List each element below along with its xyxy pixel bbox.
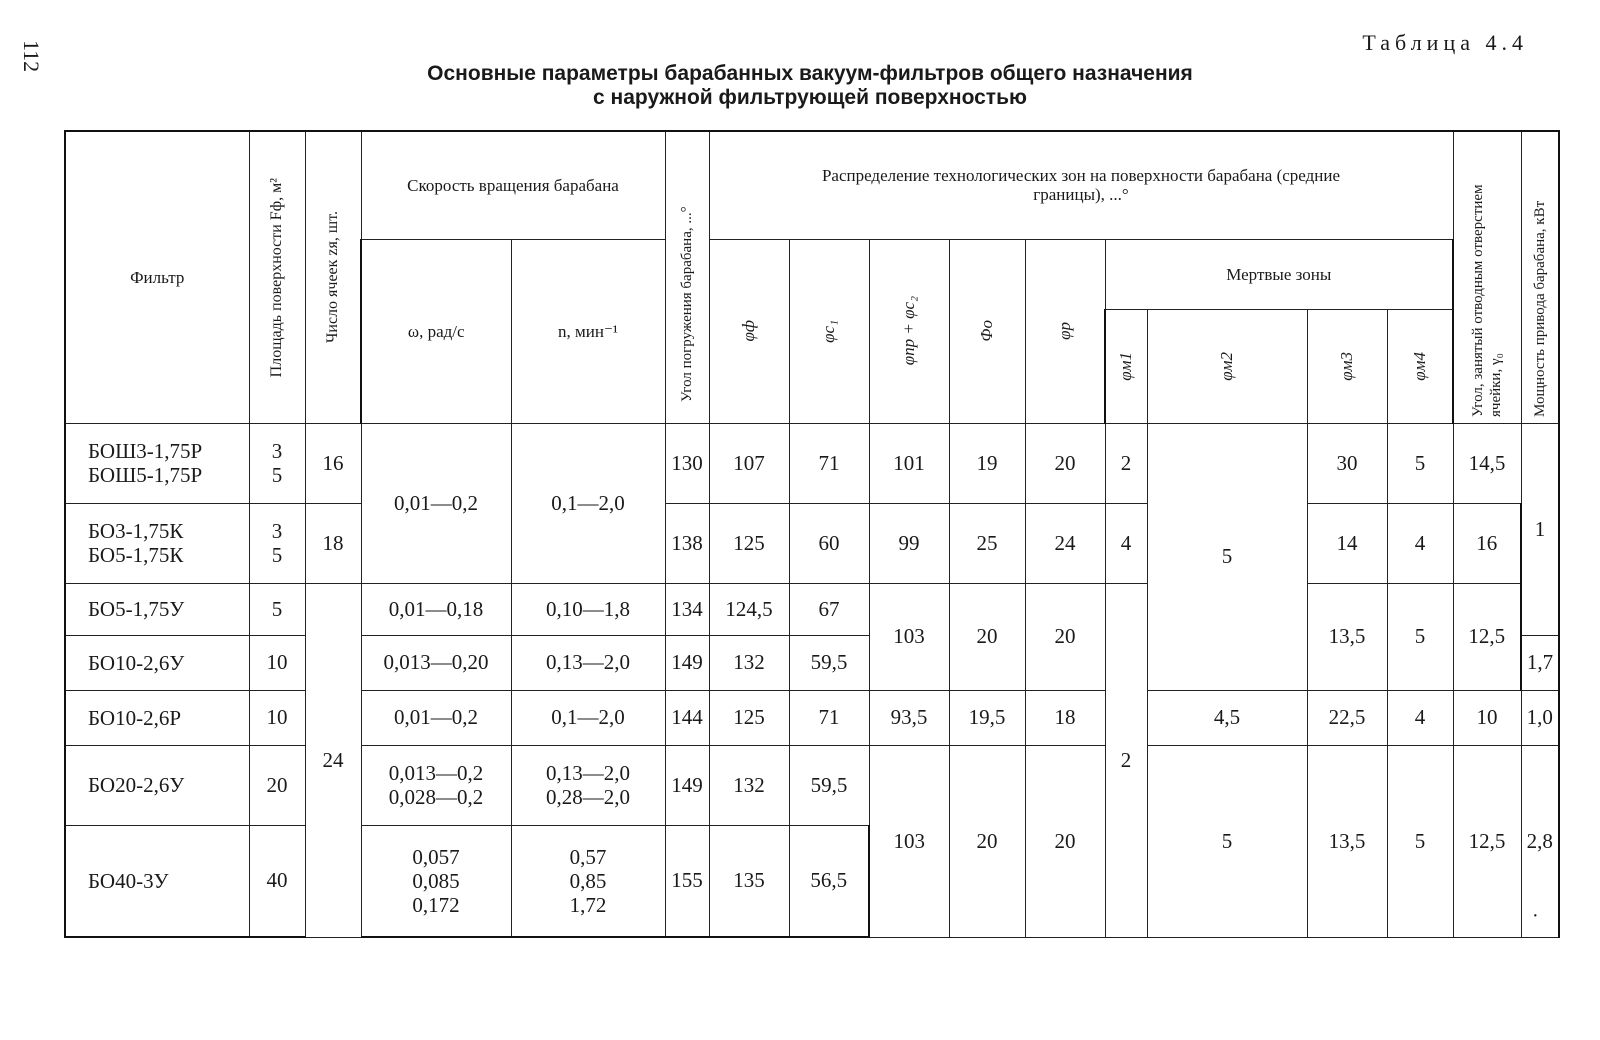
header-cells: Число ячеек zя, шт.	[305, 131, 361, 423]
table-label: Таблица 4.4	[1362, 30, 1528, 55]
cell-phi-c1: 71	[789, 690, 869, 745]
cell-immersion: 149	[665, 745, 709, 825]
cell-m1: 2	[1105, 423, 1147, 503]
cell-filter: БО5-1,75У	[65, 583, 249, 635]
cell-phi-r: 20	[1025, 745, 1105, 937]
cell-m4: 4	[1387, 503, 1453, 583]
header-phi-pr-c2: φпр + φc₂	[869, 239, 949, 423]
cell-m4: 5	[1387, 423, 1453, 503]
cell-outlet: 12,5	[1453, 583, 1521, 690]
title-line-2: с наружной фильтрующей поверхностью	[593, 86, 1027, 109]
cell-phi-c1: 71	[789, 423, 869, 503]
header-dead-zones: Мертвые зоны	[1105, 239, 1453, 309]
cell-phi-o: 19,5	[949, 690, 1025, 745]
cell-power: 2,8	[1521, 745, 1559, 937]
cell-m2: 5	[1147, 745, 1307, 937]
cell-outlet: 16	[1453, 503, 1521, 583]
cell-filter: БО10-2,6У	[65, 635, 249, 690]
cell-phi-r: 20	[1025, 583, 1105, 690]
cell-outlet: 12,5	[1453, 745, 1521, 937]
cell-m3: 14	[1307, 503, 1387, 583]
cell-phi-f: 125	[709, 690, 789, 745]
cell-m1: 2	[1105, 583, 1147, 937]
header-omega: ω, рад/с	[361, 239, 511, 423]
header-outlet-angle: Угол, занятый отводным отверстием ячейки, γ₀	[1453, 131, 1521, 423]
cell-omega: 0,01—0,18	[361, 583, 511, 635]
cell-immersion: 149	[665, 635, 709, 690]
cell-immersion: 130	[665, 423, 709, 503]
cell-phi-f: 132	[709, 635, 789, 690]
cell-cells: 18	[305, 503, 361, 583]
cell-phi-pr-c2: 103	[869, 583, 949, 690]
cell-area: 3 5	[249, 423, 305, 503]
cell-phi-o: 25	[949, 503, 1025, 583]
cell-area: 5	[249, 583, 305, 635]
cell-n: 0,1—2,0	[511, 423, 665, 583]
cell-omega: 0,013—0,20	[361, 635, 511, 690]
cell-phi-r: 24	[1025, 503, 1105, 583]
cell-phi-o: 20	[949, 583, 1025, 690]
cell-m4: 4	[1387, 690, 1453, 745]
header-phi-r: φр	[1025, 239, 1105, 423]
header-power: Мощность привода барабана, кВт	[1521, 131, 1559, 423]
cell-m4: 5	[1387, 583, 1453, 690]
cell-omega: 0,01—0,2	[361, 423, 511, 583]
cell-phi-f: 135	[709, 825, 789, 937]
cell-phi-c1: 67	[789, 583, 869, 635]
cell-outlet: 10	[1453, 690, 1521, 745]
cell-phi-pr-c2: 101	[869, 423, 949, 503]
header-phi-f: φф	[709, 239, 789, 423]
cell-m3: 13,5	[1307, 745, 1387, 937]
table-row	[65, 745, 1559, 825]
cell-immersion: 155	[665, 825, 709, 937]
cell-area: 10	[249, 690, 305, 745]
header-phi-m3: φм3	[1307, 309, 1387, 423]
header-phi-m4: φм4	[1387, 309, 1453, 423]
cell-m3: 13,5	[1307, 583, 1387, 690]
cell-phi-pr-c2: 99	[869, 503, 949, 583]
cell-m3: 30	[1307, 423, 1387, 503]
cell-phi-c1: 59,5	[789, 635, 869, 690]
parameters-table	[64, 130, 1560, 938]
cell-n: 0,13—2,0 0,28—2,0	[511, 745, 665, 825]
cell-area: 20	[249, 745, 305, 825]
cell-n: 0,10—1,8	[511, 583, 665, 635]
cell-n: 0,1—2,0	[511, 690, 665, 745]
cell-m2: 4,5	[1147, 690, 1307, 745]
cell-phi-c1: 59,5	[789, 745, 869, 825]
header-phi-o: Φо	[949, 239, 1025, 423]
cell-cells: 16	[305, 423, 361, 503]
header-phi-c1: φc₁	[789, 239, 869, 423]
cell-phi-c1: 56,5	[789, 825, 869, 937]
cell-phi-f: 125	[709, 503, 789, 583]
table-row	[65, 583, 1559, 635]
cell-phi-pr-c2: 103	[869, 745, 949, 937]
table-row	[65, 503, 1559, 583]
cell-power: 1	[1521, 423, 1559, 635]
table-title	[300, 62, 1320, 110]
cell-m2: 5	[1147, 423, 1307, 690]
cell-m3: 22,5	[1307, 690, 1387, 745]
cell-m4: 5	[1387, 745, 1453, 937]
cell-area: 40	[249, 825, 305, 937]
table-row	[65, 423, 1559, 503]
cell-power: 1,7	[1521, 635, 1559, 690]
cell-filter: БО20-2,6У	[65, 745, 249, 825]
cell-phi-o: 19	[949, 423, 1025, 503]
header-filter: Фильтр	[65, 131, 249, 423]
cell-omega: 0,057 0,085 0,172	[361, 825, 511, 937]
header-area: Площадь поверхности Fф, м²	[249, 131, 305, 423]
cell-omega: 0,013—0,2 0,028—0,2	[361, 745, 511, 825]
cell-m1: 4	[1105, 503, 1147, 583]
cell-area: 3 5	[249, 503, 305, 583]
cell-filter: БОШ3-1,75Р БОШ5-1,75Р	[65, 423, 249, 503]
cell-outlet: 14,5	[1453, 423, 1521, 503]
cell-immersion: 138	[665, 503, 709, 583]
header-phi-m2: φм2	[1147, 309, 1307, 423]
page-number: 112	[19, 40, 44, 73]
cell-omega: 0,01—0,2	[361, 690, 511, 745]
margin-mark: ·	[1532, 905, 1539, 927]
header-phi-m1: φм1	[1105, 309, 1147, 423]
cell-power: 1,0	[1521, 690, 1559, 745]
cell-phi-f: 107	[709, 423, 789, 503]
cell-filter: БО40-3У	[65, 825, 249, 937]
table-row	[65, 690, 1559, 745]
cell-phi-r: 18	[1025, 690, 1105, 745]
cell-phi-pr-c2: 93,5	[869, 690, 949, 745]
cell-immersion: 144	[665, 690, 709, 745]
cell-filter: БО3-1,75К БО5-1,75К	[65, 503, 249, 583]
header-immersion: Угол погружения барабана, ...°	[665, 131, 709, 423]
header-n: n, мин⁻¹	[511, 239, 665, 423]
cell-phi-f: 124,5	[709, 583, 789, 635]
cell-phi-f: 132	[709, 745, 789, 825]
cell-n: 0,57 0,85 1,72	[511, 825, 665, 937]
header-zones: Распределение технологических зон на поверхности барабана (средние границы), ...°	[709, 131, 1453, 239]
header-rotation-speed: Скорость вращения барабана	[361, 131, 665, 239]
cell-phi-c1: 60	[789, 503, 869, 583]
cell-n: 0,13—2,0	[511, 635, 665, 690]
cell-phi-o: 20	[949, 745, 1025, 937]
title-line-1: Основные параметры барабанных вакуум-фильтров общего назначения	[427, 62, 1193, 85]
cell-immersion: 134	[665, 583, 709, 635]
cell-cells: 24	[305, 583, 361, 937]
cell-filter: БО10-2,6Р	[65, 690, 249, 745]
cell-area: 10	[249, 635, 305, 690]
cell-phi-r: 20	[1025, 423, 1105, 503]
